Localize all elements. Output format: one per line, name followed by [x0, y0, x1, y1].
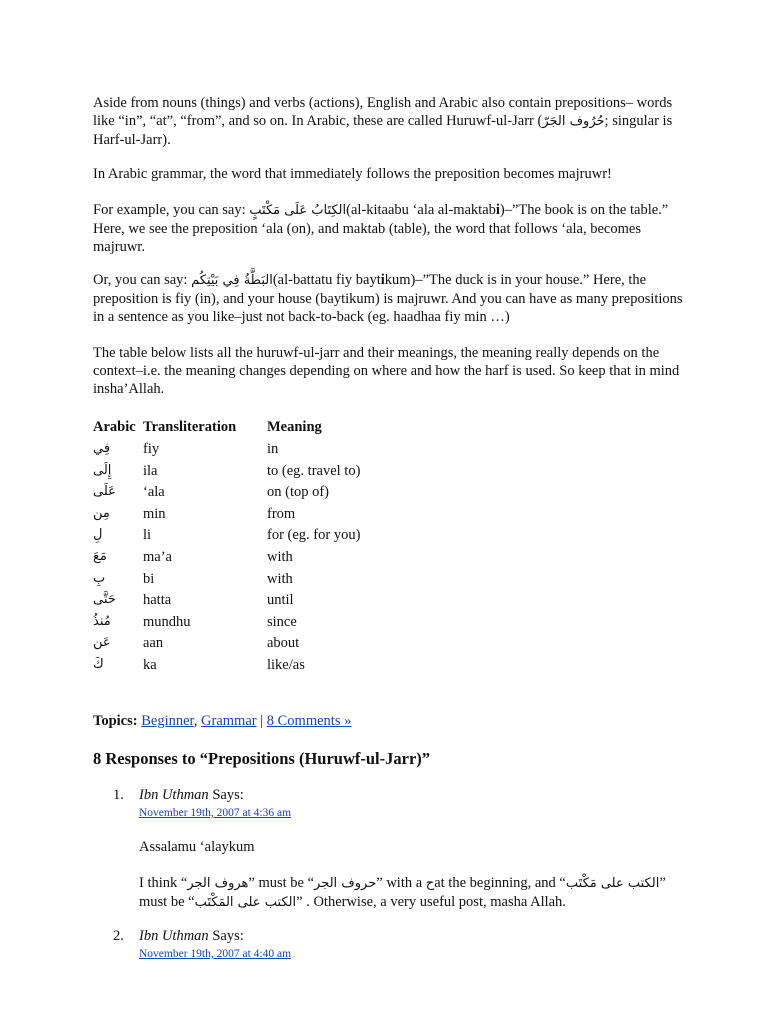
meaning-cell: like/as — [267, 656, 305, 673]
table-row — [93, 526, 360, 548]
arabic-example: البَطَّةُ فِي بَيْتِكُم — [191, 273, 273, 288]
comment-text-part: ” must be “ — [248, 875, 315, 891]
intro-text: )–”The book is on the table.” Here, we see the preposition ‘ala (on), and maktab (table), the word that follows ‘ala, becomes majruwr. — [93, 202, 669, 255]
meaning-cell: in — [267, 441, 279, 457]
arabic-term: حُرُوف الجَرّ — [542, 114, 605, 129]
intro-paragraph-3 — [93, 201, 683, 256]
intro-paragraph-2 — [93, 165, 683, 183]
arabic-cell: مُنذُ — [93, 613, 111, 629]
responses-heading: 8 Responses to “Prepositions (Huruwf-ul-Jarr)” — [93, 749, 431, 768]
intro-paragraph-1 — [93, 94, 683, 149]
transliteration-cell: mundhu — [143, 613, 191, 630]
comment-date-link[interactable]: November 19th, 2007 at 4:40 am — [139, 948, 292, 960]
bold-vowel: i — [495, 202, 500, 218]
transliteration-cell: min — [143, 505, 166, 522]
meaning-cell: with — [267, 570, 293, 587]
comment-says: Says: — [212, 787, 244, 803]
table-header-row — [93, 418, 360, 440]
arabic-quote: هروف الجر — [187, 876, 249, 891]
comment-text-part: at the beginning, and “ — [434, 875, 566, 891]
comments-link[interactable]: 8 Comments » — [266, 713, 352, 729]
bold-vowel: i — [380, 272, 385, 288]
transliteration-cell: ‘ala — [143, 484, 165, 501]
meaning-cell: to (eg. travel to) — [267, 462, 361, 479]
responses-section — [93, 750, 683, 768]
arabic-quote: حروف الجر — [314, 876, 377, 891]
prepositions-table-wrap — [93, 418, 683, 678]
arabic-cell: لِ — [93, 527, 103, 543]
comment-author: Ibn Uthman — [139, 787, 209, 803]
meaning-cell: from — [267, 505, 296, 522]
topics-separator: | — [260, 713, 264, 729]
prepositions-table — [93, 418, 360, 678]
arabic-letter: ح — [425, 876, 435, 891]
meaning-cell: about — [267, 635, 300, 652]
arabic-cell: كَ — [93, 656, 104, 672]
arabic-cell: حَتَّى — [93, 592, 116, 608]
comment-date-link[interactable]: November 19th, 2007 at 4:36 am — [139, 807, 292, 819]
comment-number: 2. — [113, 928, 124, 944]
intro-text: In Arabic grammar, the word that immediately follows the preposition becomes majruwr! — [93, 166, 612, 182]
arabic-cell: مَعَ — [93, 548, 107, 564]
comment-body — [139, 927, 669, 963]
transliteration-cell: li — [143, 527, 152, 544]
table-row — [93, 656, 360, 678]
comment-header — [139, 786, 669, 804]
table-row — [93, 548, 360, 570]
transliteration-cell: bi — [143, 570, 155, 587]
comment-says: Says: — [212, 928, 244, 944]
topic-link-beginner[interactable]: Beginner — [141, 713, 194, 729]
topics-label: Topics: — [93, 713, 138, 729]
arabic-cell: عَن — [93, 635, 111, 651]
intro-paragraph-4 — [93, 271, 683, 326]
table-row — [93, 505, 360, 527]
comment-date-wrap — [139, 945, 669, 963]
comment-body — [139, 786, 669, 912]
arabic-cell: بِ — [93, 570, 106, 586]
table-row — [93, 570, 360, 592]
arabic-quote: الكتب على مَكْتَب — [565, 876, 660, 891]
comment-text-part: ” must be “ — [139, 875, 666, 910]
arabic-cell: إِلَى — [93, 462, 112, 478]
comment-text-part: ” with a — [376, 875, 423, 891]
comment-author: Ibn Uthman — [139, 928, 209, 944]
table-row — [93, 591, 360, 613]
intro-text: ; singular is Harf-ul-Jarr). — [93, 113, 673, 148]
header-meaning: Meaning — [267, 419, 322, 435]
topic-link-grammar[interactable]: Grammar — [201, 713, 257, 729]
transliteration-cell: ila — [143, 462, 158, 479]
header-transliteration: Transliteration — [143, 419, 237, 435]
comment-text-part: I think “ — [139, 875, 188, 891]
transliteration-cell: ka — [143, 656, 157, 673]
table-row — [93, 462, 360, 484]
meaning-cell: with — [267, 548, 293, 565]
comment-greeting: Assalamu ‘alaykum — [139, 839, 255, 855]
comment-date-wrap — [139, 804, 669, 822]
intro-text: kum)–”The duck is in your house.” Here, the preposition is fiy (in), and your house (baytikum) is majruwr. And you can have as many prepositions in a sentence as you like–just not back-to-back (eg. haadhaa fiy min …) — [93, 272, 683, 325]
meaning-cell: until — [267, 592, 294, 609]
arabic-cell: عَلَى — [93, 484, 116, 500]
meaning-cell: on (top of) — [267, 484, 330, 501]
table-row — [93, 440, 360, 462]
transliteration-cell: aan — [143, 635, 164, 652]
table-row — [93, 634, 360, 656]
comment-header — [139, 927, 669, 945]
arabic-cell: مِن — [93, 505, 110, 521]
intro-text: (al-battatu fiy bayt — [272, 272, 381, 288]
comment-text — [139, 874, 669, 912]
intro-text: The table below lists all the huruwf-ul-jarr and their meanings, the meaning really depends on the context–i.e. the meaning changes depending on where and how the harf is used. So keep that in mind insha’Allah. — [93, 345, 680, 397]
intro-paragraph-5 — [93, 344, 683, 398]
table-row — [93, 483, 360, 505]
comment-text-part: ” . Otherwise, a very useful post, masha Allah. — [296, 894, 566, 910]
meaning-cell: for (eg. for you) — [267, 527, 361, 544]
arabic-cell: فِي — [93, 441, 111, 456]
transliteration-cell: fiy — [143, 441, 160, 457]
table-row — [93, 613, 360, 635]
intro-text: For example, you can say: — [93, 202, 246, 218]
arabic-example: الكِتَابُ عَلَى مَكْتَبٍ — [249, 203, 347, 218]
intro-text: Or, you can say: — [93, 272, 188, 288]
intro-text: (al-kitaabu ‘ala al-maktab — [346, 202, 496, 218]
transliteration-cell: ma’a — [143, 548, 172, 565]
header-arabic: Arabic — [93, 419, 136, 435]
meaning-cell: since — [267, 613, 297, 630]
transliteration-cell: hatta — [143, 592, 172, 609]
arabic-quote: الكتب على المَكْتَب — [194, 895, 297, 910]
intro-text: Aside from nouns (things) and verbs (actions), English and Arabic also contain prepositions– words like “in”, “at”, “from”, and so on. In Arabic, these are called Huruwf-ul-Jarr ( — [93, 95, 673, 129]
topics-comma: , — [193, 713, 198, 729]
topics-line — [93, 712, 683, 730]
comment-number: 1. — [113, 787, 124, 803]
